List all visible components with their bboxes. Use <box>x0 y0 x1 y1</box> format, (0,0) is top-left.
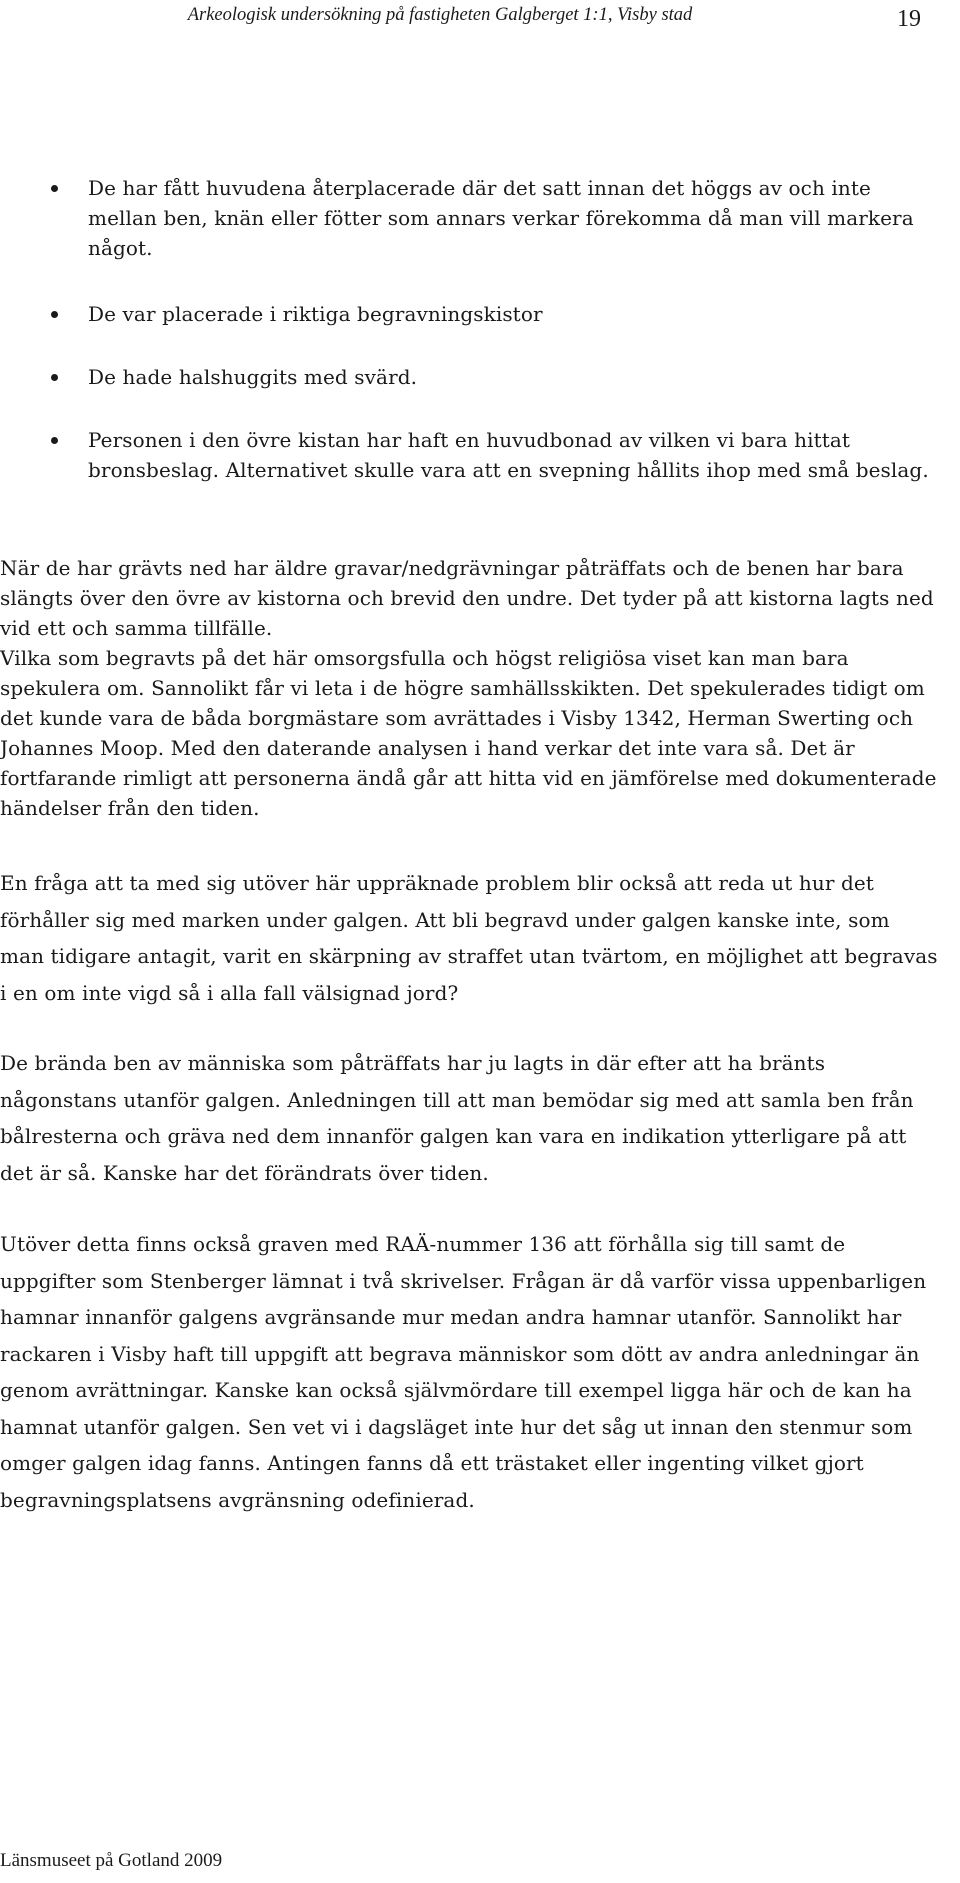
body-paragraph: Vilka som begravts på det här omsorgsfulla och högst religiösa viset kan man bara spekulera om. Sannolikt får vi leta i de högre samhällsskikten. Det spekulerades tidigt om det kunde vara de båda borgmästare som avrättades i Visby 1342, Herman Swerting och Johannes Moop. Med den daterande analysen i hand verkar det inte vara så. Det är fortfarande rimligt att personerna ändå går att hitta vid en jämförelse med dokumenterade händelser från den tiden. <box>0 646 937 820</box>
body-paragraph: En fråga att ta med sig utöver här uppräknade problem blir också att reda ut hur det förhåller sig med marken under galgen. Att bli begravd under galgen kanske inte, som man tidigare antagit, varit en skärpning av straffet utan tvärtom, en möjlighet att begravas i en om inte vigd så i alla fall välsignad jord? <box>0 871 938 1005</box>
bullet-item: De var placerade i riktiga begravningskistor <box>88 299 930 329</box>
bullet-item: De har fått huvudena återplacerade där det satt innan det höggs av och inte mellan ben, knän eller fötter som annars verkar förekomma då man vill markera något. <box>88 173 930 263</box>
bullet-item: De hade halshuggits med svärd. <box>88 362 930 392</box>
page-number: 19 <box>897 6 921 32</box>
running-title: Arkeologisk undersökning på fastigheten Galgberget 1:1, Visby stad <box>187 5 693 25</box>
body-paragraph: De brända ben av människa som påträffats har ju lagts in där efter att ha bränts någonstans utanför galgen. Anledningen till att man bemödar sig med att samla ben från bålresterna och gräva ned dem innanför galgen kan vara en indikation ytterligare på att det är så. Kanske har det förändrats över tiden. <box>0 1051 914 1185</box>
body-paragraph: Utöver detta finns också graven med RAÄ-nummer 136 att förhålla sig till samt de uppgifter som Stenberger lämnat i två skrivelser. Frågan är då varför vissa uppenbarligen hamnar innanför galgens avgränsande mur medan andra hamnar utanför. Sannolikt har rackaren i Visby haft till uppgift att begrava människor som dött av andra anledningar än genom avrättningar. Kanske kan också självmördare till exempel ligga här och de kan ha hamnat utanför galgen. Sen vet vi i dagsläget inte hur det såg ut innan den stenmur som omger galgen idag fanns. Antingen fanns då ett trästaket eller ingenting vilket gjort begravningsplatsens avgränsning odefinierad. <box>0 1232 927 1512</box>
bullet-item: Personen i den övre kistan har haft en huvudbonad av vilken vi bara hittat bronsbeslag. Alternativet skulle vara att en svepning hållits ihop med små beslag. <box>88 425 930 485</box>
body-paragraph: När de har grävts ned har äldre gravar/nedgrävningar påträffats och de benen har bara slängts över den övre av kistorna och brevid den undre. Det tyder på att kistorna lagts ned vid ett och samma tillfälle. <box>0 556 934 640</box>
page-footer: Länsmuseet på Gotland 2009 <box>0 1850 223 1871</box>
